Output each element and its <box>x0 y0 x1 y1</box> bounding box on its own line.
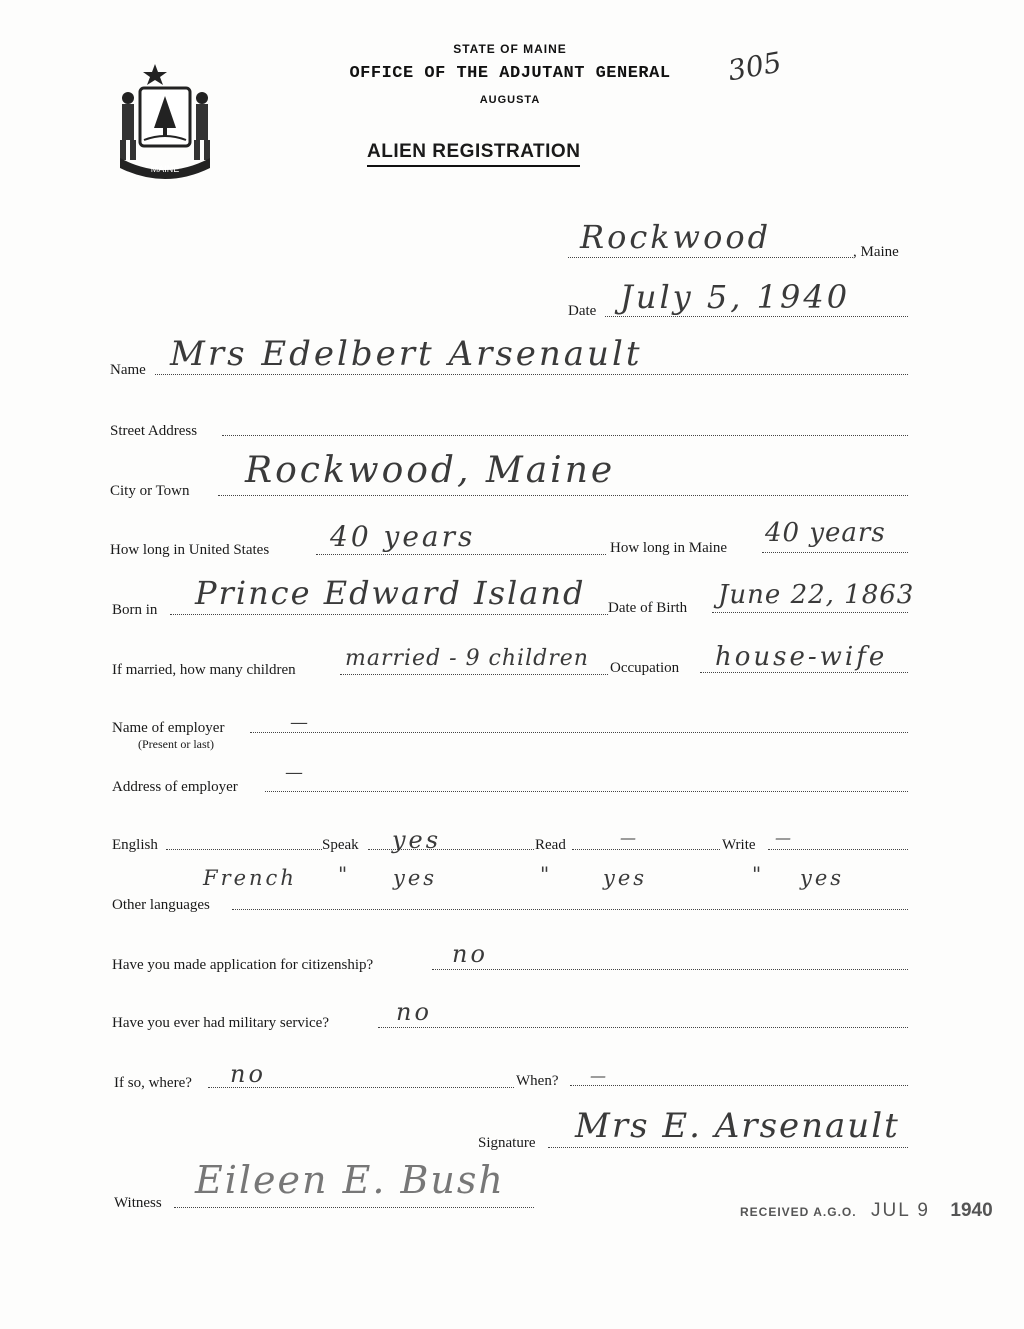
military-value: no <box>396 998 432 1026</box>
when-label: When? <box>516 1073 559 1089</box>
witness-label: Witness <box>114 1195 162 1211</box>
born-in-line <box>170 614 608 615</box>
town-value: Rockwood <box>580 218 772 256</box>
write-label: Write <box>722 837 756 853</box>
other-language-ditto-speak: " <box>338 862 351 886</box>
state-heading: STATE OF MAINE <box>453 42 567 56</box>
read-value: — <box>620 828 639 847</box>
birth-date-line <box>712 612 908 613</box>
form-title: ALIEN REGISTRATION <box>367 141 580 167</box>
write-line <box>768 849 908 850</box>
occupation-line <box>700 672 908 673</box>
other-languages-label: Other languages <box>112 897 210 913</box>
born-in-value: Prince Edward Island <box>195 574 586 612</box>
city-line <box>218 495 908 496</box>
received-stamp-label: RECEIVED A.G.O. <box>740 1205 857 1219</box>
city-label: City or Town <box>110 483 190 499</box>
citizenship-label: Have you made application for citizenship? <box>112 957 374 973</box>
street-line <box>222 435 908 436</box>
write-value: — <box>775 828 794 847</box>
maine-duration-label: How long in Maine <box>610 540 728 556</box>
witness-line <box>174 1207 534 1208</box>
witness-value: Eileen E. Bush <box>195 1158 505 1202</box>
english-label: English <box>112 837 158 853</box>
date-label: Date <box>568 303 597 319</box>
read-label: Read <box>535 837 566 853</box>
maine-duration-value: 40 years <box>765 518 886 548</box>
name-value: Mrs Edelbert Arsenault <box>170 334 643 374</box>
other-language-name: French <box>203 866 297 890</box>
occupation-value: house-wife <box>715 642 888 672</box>
birth-date-label: Date of Birth <box>608 600 688 616</box>
us-duration-label: How long in United States <box>110 542 270 558</box>
other-language-speak: yes <box>393 866 438 890</box>
occupation-label: Occupation <box>610 660 680 676</box>
children-value: married - 9 children <box>345 646 589 671</box>
employer-sublabel: (Present or last) <box>138 737 214 751</box>
speak-value: yes <box>392 826 442 854</box>
employer-address-label: Address of employer <box>112 779 238 795</box>
received-stamp <box>740 1200 993 1222</box>
employer-value: — <box>290 712 311 733</box>
employer-address-value: — <box>285 762 306 783</box>
english-line <box>166 849 322 850</box>
citizenship-value: no <box>452 940 488 968</box>
born-in-label: Born in <box>112 602 158 618</box>
when-value: — <box>590 1066 609 1085</box>
military-line <box>378 1027 908 1028</box>
other-language-read: yes <box>603 866 648 890</box>
where-label: If so, where? <box>114 1075 192 1091</box>
other-language-ditto-read: " <box>540 862 553 886</box>
where-value: no <box>230 1060 266 1088</box>
military-label: Have you ever had military service? <box>112 1015 329 1031</box>
city-value: Rockwood, Maine <box>245 450 616 491</box>
maine-duration-line <box>762 552 908 553</box>
employer-line <box>250 732 908 733</box>
date-line <box>605 316 908 317</box>
employer-address-line <box>265 791 908 792</box>
town-suffix: , Maine <box>853 244 899 260</box>
office-heading: OFFICE OF THE ADJUTANT GENERAL <box>349 64 671 83</box>
citizenship-line <box>432 969 908 970</box>
signature-line <box>548 1147 908 1148</box>
name-line <box>155 374 908 375</box>
us-duration-value: 40 years <box>330 520 476 553</box>
birth-date-value: June 22, 1863 <box>718 580 915 610</box>
state-seal-icon <box>110 58 220 183</box>
signature-label: Signature <box>478 1135 536 1151</box>
children-label: If married, how many children <box>112 662 296 678</box>
children-line <box>340 674 608 675</box>
other-languages-line <box>232 909 908 910</box>
signature-value: Mrs E. Arsenault <box>575 1106 900 1146</box>
town-line <box>568 257 853 258</box>
received-stamp-date: JUL 9 <box>871 1200 930 1221</box>
name-label: Name <box>110 362 146 378</box>
other-language-write: yes <box>800 866 845 890</box>
street-label: Street Address <box>110 423 198 439</box>
other-language-ditto-write: " <box>752 862 765 886</box>
us-duration-line <box>316 554 606 555</box>
speak-label: Speak <box>322 837 359 853</box>
city-heading: AUGUSTA <box>479 94 541 106</box>
seal-lettering: MAINE <box>150 164 180 174</box>
file-number: 305 <box>725 45 784 88</box>
when-line <box>570 1085 908 1086</box>
received-stamp-year: 1940 <box>950 1200 993 1221</box>
date-value: July 5, 1940 <box>620 278 851 316</box>
read-line <box>572 849 720 850</box>
employer-label: Name of employer <box>112 720 225 736</box>
